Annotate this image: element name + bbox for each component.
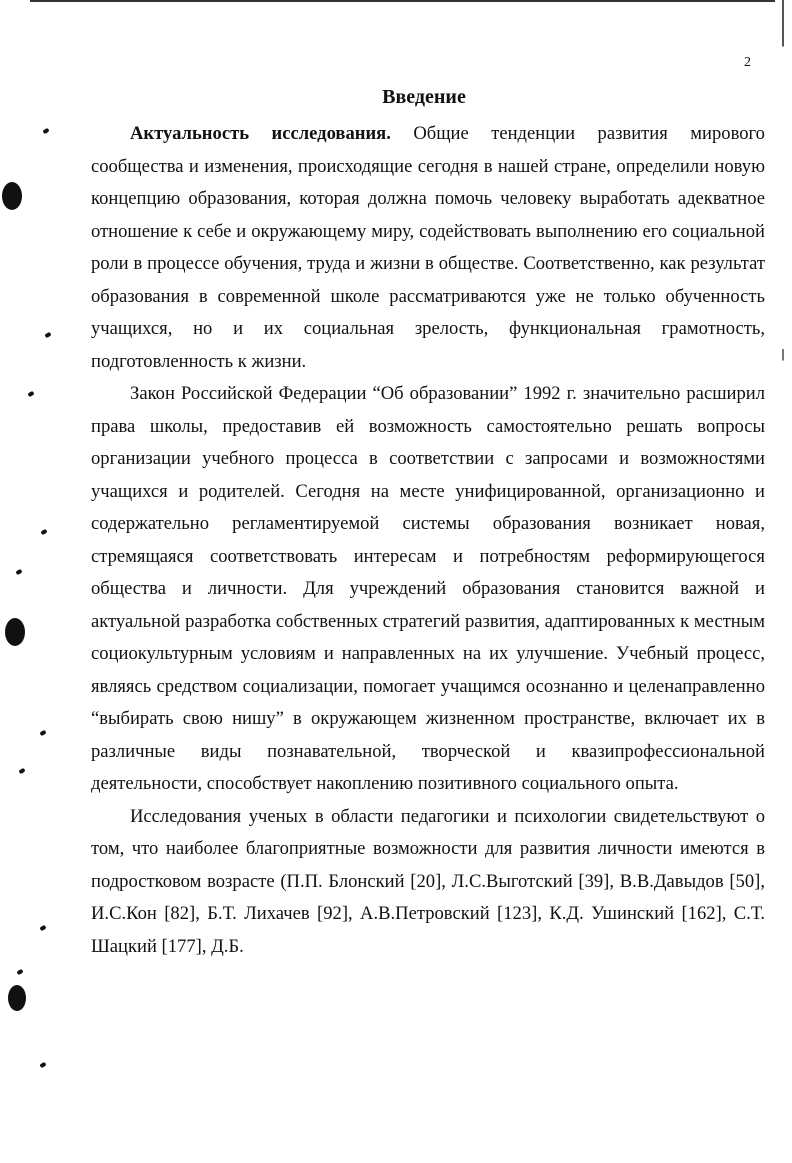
scan-top-edge xyxy=(30,0,775,2)
scan-speck-artifact xyxy=(16,969,23,975)
scan-speck-artifact xyxy=(27,391,34,397)
paragraph-lead: Актуальность исследования. xyxy=(130,123,391,144)
scan-speck-artifact xyxy=(15,569,22,575)
binding-hole-artifact xyxy=(5,618,25,646)
scan-right-edge xyxy=(782,0,784,1163)
paragraph-law: Закон Российской Федерации “Об образовании” 1992 г. значительно расширил права школы, предоставив ей возможность самостоятельно решать вопросы организации учебного процесса в соответствии с запросами и возможностями учащихся и родителей. Сегодня на месте унифицированной, организационно и содержательно регламентируемой системы образования возникает новая, стремящаяся соответствовать интересам и потребностям реформирующегося общества и личности. Для учреждений образования становится важной и актуальной разработка собственных стратегий развития, адаптированных к местным социокультурным условиям и направленных на их улучшение. Учебный процесс, являясь средством социализации, помогает учащимся осознанно и целенаправленно “выбирать свою нишу” в окружающем жизненном пространстве, включает их в различные виды познавательной, творческой и квазипрофессиональной деятельности, способствует накоплению позитивного социального опыта. xyxy=(91,383,765,794)
scan-speck-artifact xyxy=(39,925,46,931)
scan-speck-artifact xyxy=(18,768,25,774)
section-title: Введение xyxy=(382,86,466,108)
paragraph-research: Исследования ученых в области педагогики и психологии свидетельствуют о том, что наиболее благоприятные возможности для развития личности имеются в подростковом возрасте (П.П. Блонский [20], Л.С.Выготский [39], В.В.Давыдов [50], И.С.Кон [82], Б.Т. Лихачев [92], А.В.Петровский [123], К.Д. Ушинский [162], С.Т. Шацкий [177], Д.Б. xyxy=(91,805,765,957)
body-text xyxy=(91,118,765,963)
scan-speck-artifact xyxy=(40,529,47,535)
paragraph-text: Общие тенденции развития мирового сообщества и изменения, происходящие сегодня в нашей стране, определили новую концепцию образования, которая должна помочь человеку выработать адекватное отношение к себе и окружающему миру, содействовать выполнению его социальной роли в процессе обучения, труда и жизни в обществе. Соответственно, как результат образования в современной школе рассматриваются уже не только обученность учащихся, но и их социальная зрелость, функциональная грамотность, подготовленность к жизни. xyxy=(91,123,765,372)
scan-speck-artifact xyxy=(44,332,51,338)
paragraph-relevance xyxy=(91,118,765,378)
binding-hole-artifact xyxy=(2,182,22,210)
scan-speck-artifact xyxy=(42,128,49,134)
page-number: 2 xyxy=(744,55,751,70)
scan-speck-artifact xyxy=(39,1062,46,1068)
binding-hole-artifact xyxy=(8,985,26,1011)
scan-speck-artifact xyxy=(39,730,46,736)
